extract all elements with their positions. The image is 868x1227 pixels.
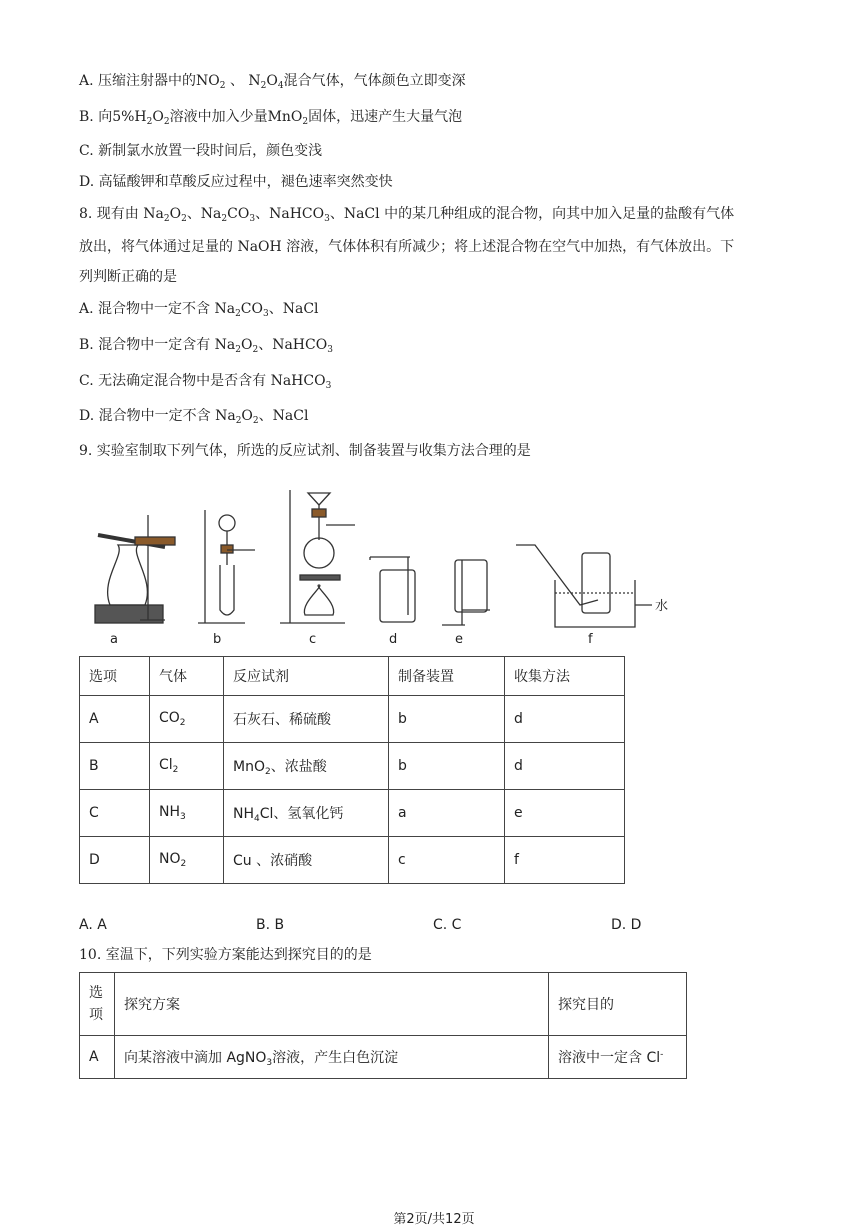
q8-option-a: A. 混合物中一定不含 $Na_2CO_3$、NaCl [79,301,319,319]
apparatus-figure [80,485,680,645]
cell-gas: $NO_2$ [150,837,224,884]
q10-stem: 10. 室温下，下列实验方案能达到探究目的的是 [79,947,372,963]
label-water: 水 [655,599,669,614]
cell-device: b [389,743,505,790]
cell-collect: f [505,837,625,884]
cell-gas: $NH_3$ [150,790,224,837]
cell-reagent: $NH_4Cl$、氢氧化钙 [224,790,389,837]
header-cell: 反应试剂 [224,657,389,696]
q7-option-b: B. 向$5\%H_2O_2$溶液中加入少量MnO$_2$固体，迅速产生大量气泡 [79,109,463,127]
cell-gas: $CO_2$ [150,696,224,743]
header-cell: 探究目的 [549,973,687,1036]
label-f: f [588,632,593,645]
label-c: c [309,632,317,645]
q9-stem: 9. 实验室制取下列气体，所选的反应试剂、制备装置与收集方法合理的是 [79,443,531,459]
table-row [80,837,625,884]
header-cell: 气体 [150,657,224,696]
table-row [80,790,625,837]
label-d: d [389,632,398,645]
header-cell: 收集方法 [505,657,625,696]
cell-reagent: Cu 、浓硝酸 [224,837,389,884]
cell-collect: e [505,790,625,837]
cell-collect: d [505,696,625,743]
q7-option-d: D. 高锰酸钾和草酸反应过程中，褪色速率突然变快 [79,174,393,190]
cell-option: D [80,837,150,884]
cell-option: A [80,1036,115,1079]
table-row [80,696,625,743]
cell-device: c [389,837,505,884]
q10-table [79,972,687,1079]
label-a: a [110,632,118,645]
apparatus-f [516,545,652,627]
q8-option-c: C. 无法确定混合物中是否含有 NaHCO$_3$ [79,373,332,391]
cell-reagent: 石灰石、稀硫酸 [224,696,389,743]
q8-option-d: D. 混合物中一定不含 $Na_2O_2$、NaCl [79,408,309,426]
cell-option: B [80,743,150,790]
cell-option: A [80,696,150,743]
choice-d: D. D [611,917,642,933]
label-b: b [213,632,222,645]
apparatus-b [198,510,255,623]
choice-c: C. C [433,917,462,933]
cell-reagent: MnO$_2$、浓盐酸 [224,743,389,790]
apparatus-c [280,490,355,623]
choice-a: A. A [79,917,107,933]
cell-device: a [389,790,505,837]
header-cell: 探究方案 [115,973,549,1036]
cell-gas: $Cl_2$ [150,743,224,790]
q7-option-c: C. 新制氯水放置一段时间后，颜色变浅 [79,143,323,159]
cell-collect: d [505,743,625,790]
cell-plan: 向某溶液中滴加 AgNO$_3$溶液，产生白色沉淀 [115,1036,549,1079]
q8-option-b: B. 混合物中一定含有 $Na_2O_2$、NaHCO$_3$ [79,337,333,355]
apparatus-d [370,557,415,622]
q7-option-a: A. 压缩注射器中的$NO_2$ 、 $N_2O_4$混合气体，气体颜色立即变深 [79,73,466,91]
table-header-row [80,973,687,1036]
header-cell: 制备装置 [389,657,505,696]
table-header-row [80,657,625,696]
q8-stem-line2: 放出，将气体通过足量的 NaOH 溶液，气体体积有所减少；将上述混合物在空气中加热，有气体放出。下 [79,239,735,255]
header-cell: 选项 [80,657,150,696]
q8-stem-line3: 列判断正确的是 [79,269,177,285]
cell-goal: 溶液中一定含 Cl- [549,1036,687,1079]
q9-table [79,656,625,884]
label-e: e [455,632,463,645]
choice-b: B. B [256,917,285,933]
cell-option: C [80,790,150,837]
header-cell: 选 项 [80,973,115,1036]
apparatus-e [442,560,490,625]
table-row [80,1036,687,1079]
table-row [80,743,625,790]
cell-device: b [389,696,505,743]
apparatus-a [95,515,175,623]
page-footer: 第2页/共12页 [393,1212,475,1227]
q8-stem-line1: 8. 现有由 $Na_2O_2$、$Na_2CO_3$、NaHCO$_3$、NaCl 中的某几种组成的混合物，向其中加入足量的盐酸有气体 [79,206,735,224]
